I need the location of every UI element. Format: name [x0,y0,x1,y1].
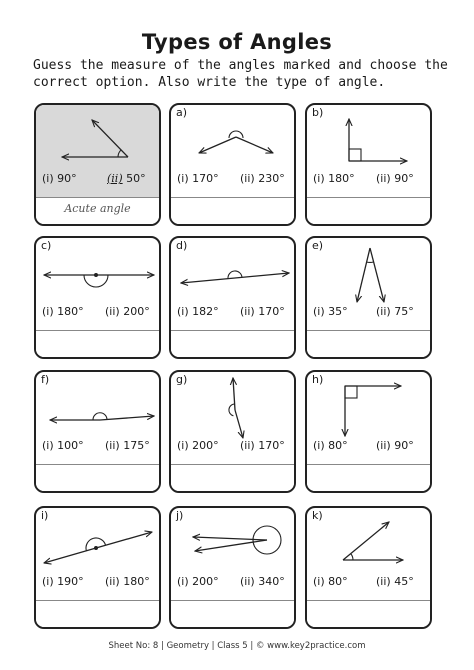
answer-box[interactable] [36,330,159,357]
option-2[interactable]: (ii) 90° [376,172,414,185]
answer-box[interactable] [307,464,430,491]
card-e [305,236,432,359]
card-label: k) [312,509,323,522]
answer-box[interactable] [36,464,159,491]
option-2[interactable]: (ii) 180° [105,575,150,588]
card-label: c) [41,239,52,252]
card-label: i) [41,509,49,522]
option-1[interactable]: (i) 190° [42,575,84,588]
tick-mark: (ii) [107,172,123,185]
card-label: f) [41,373,50,386]
option-2[interactable]: (ii) 75° [376,305,414,318]
option-1[interactable]: (i) 200° [177,439,219,452]
card-label: g) [176,373,188,386]
example-card [34,103,161,226]
option-2[interactable]: (ii) 175° [105,439,150,452]
answer-box[interactable] [171,197,294,224]
card-label: h) [312,373,324,386]
card-label: d) [176,239,188,252]
option-1[interactable]: (i) 182° [177,305,219,318]
instructions: Guess the measure of the angles marked and choose the correct option. Also write the type of angle. [33,58,448,90]
card-i [34,506,161,629]
card-label: a) [176,106,188,119]
card-c [34,236,161,359]
option-1[interactable]: (i) 180° [42,305,84,318]
answer-box[interactable] [36,600,159,627]
option-1[interactable]: (i) 80° [313,575,348,588]
answer-box[interactable] [171,464,294,491]
card-a [169,103,296,226]
card-b [305,103,432,226]
option-2[interactable]: (ii) 200° [105,305,150,318]
option-1[interactable]: (i) 180° [313,172,355,185]
answer-box[interactable] [307,600,430,627]
card-label: e) [312,239,324,252]
card-k [305,506,432,629]
answer-text: Acute angle [64,202,131,215]
option-1[interactable]: (i) 90° [42,172,77,185]
worksheet-title: Types of Angles [141,30,333,54]
answer-box[interactable] [307,197,430,224]
footer: Sheet No: 8 | Geometry | Class 5 | © www.key2practice.com [108,641,366,651]
card-label: j) [176,509,184,522]
option-1[interactable]: (i) 100° [42,439,84,452]
card-f [34,370,161,493]
option-1[interactable]: (i) 80° [313,439,348,452]
card-h [305,370,432,493]
option-2[interactable]: (ii) 170° [240,439,285,452]
option-2-ticked[interactable]: (ii) 50° [107,172,146,185]
option-2[interactable]: (ii) 340° [240,575,285,588]
answer-box[interactable] [171,600,294,627]
option-2[interactable]: (ii) 45° [376,575,414,588]
option-2[interactable]: (ii) 90° [376,439,414,452]
card-g [169,370,296,493]
card-j [169,506,296,629]
option-1[interactable]: (i) 170° [177,172,219,185]
card-d [169,236,296,359]
answer-box[interactable] [307,330,430,357]
option-2[interactable]: (ii) 230° [240,172,285,185]
option-2[interactable]: (ii) 170° [240,305,285,318]
answer-box[interactable] [171,330,294,357]
card-label: b) [312,106,324,119]
option-1[interactable]: (i) 200° [177,575,219,588]
option-1[interactable]: (i) 35° [313,305,348,318]
